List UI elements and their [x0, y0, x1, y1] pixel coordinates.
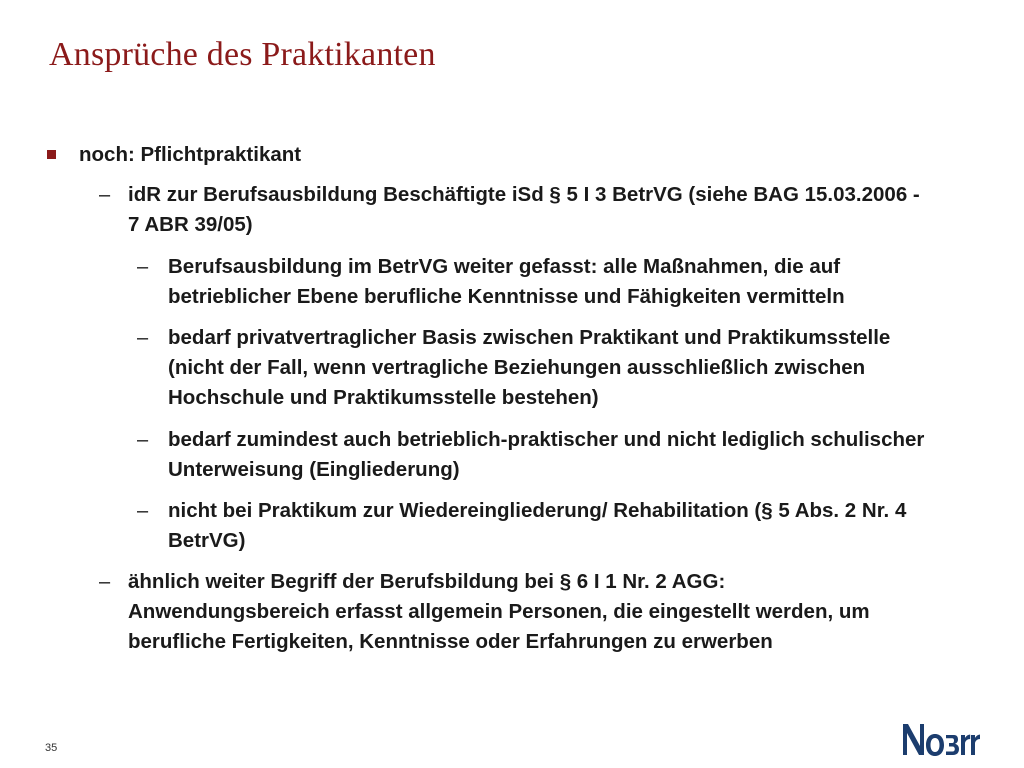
bullet-text: Hochschule und Praktikumsstelle bestehen)	[168, 386, 599, 409]
dash-bullet-icon: –	[137, 256, 149, 278]
bullet-text: 7 ABR 39/05)	[128, 213, 253, 236]
bullet-item-level3	[168, 425, 924, 485]
bullet-text: Berufsausbildung im BetrVG weiter gefasst: alle Maßnahmen, die auf	[168, 255, 841, 278]
bullet-text: bedarf privatvertraglicher Basis zwischen Praktikant und Praktikumsstelle	[168, 326, 891, 349]
bullet-text: Anwendungsbereich erfasst allgemein Personen, die eingestellt werden, um	[128, 600, 870, 623]
square-bullet-icon	[47, 150, 56, 159]
bullet-item-level2	[128, 180, 920, 240]
bullet-text: nicht bei Praktikum zur Wiedereingliederung/ Rehabilitation (§ 5 Abs. 2 Nr. 4	[168, 499, 907, 522]
bullet-item-level1	[79, 140, 301, 170]
bullet-text: Unterweisung (Eingliederung)	[168, 458, 460, 481]
bullet-text: bedarf zumindest auch betrieblich-praktischer und nicht lediglich schulischer	[168, 428, 925, 451]
bullet-text: betrieblicher Ebene berufliche Kenntnisse und Fähigkeiten vermitteln	[168, 285, 845, 308]
bullet-text: berufliche Fertigkeiten, Kenntnisse oder Erfahrungen zu erwerben	[128, 630, 773, 653]
bullet-item-level3	[168, 496, 906, 556]
bullet-text: (nicht der Fall, wenn vertragliche Beziehungen ausschließlich zwischen	[168, 356, 866, 379]
slide-title: Ansprüche des Praktikanten	[49, 36, 436, 73]
dash-bullet-icon: –	[99, 184, 111, 206]
bullet-item-level3	[168, 252, 845, 312]
dash-bullet-icon: –	[137, 500, 149, 522]
noerr-logo	[902, 718, 980, 760]
bullet-item-level2	[128, 567, 870, 657]
bullet-text: ähnlich weiter Begriff der Berufsbildung bei § 6 I 1 Nr. 2 AGG:	[128, 570, 726, 593]
dash-bullet-icon: –	[137, 429, 149, 451]
bullet-text: noch: Pflichtpraktikant	[79, 143, 302, 166]
dash-bullet-icon: –	[137, 327, 149, 349]
bullet-item-level3	[168, 323, 890, 413]
bullet-text: BetrVG)	[168, 529, 246, 552]
page-number: 35	[45, 742, 58, 754]
dash-bullet-icon: –	[99, 571, 111, 593]
bullet-text: idR zur Berufsausbildung Beschäftigte iSd § 5 I 3 BetrVG (siehe BAG 15.03.2006 -	[128, 183, 920, 206]
